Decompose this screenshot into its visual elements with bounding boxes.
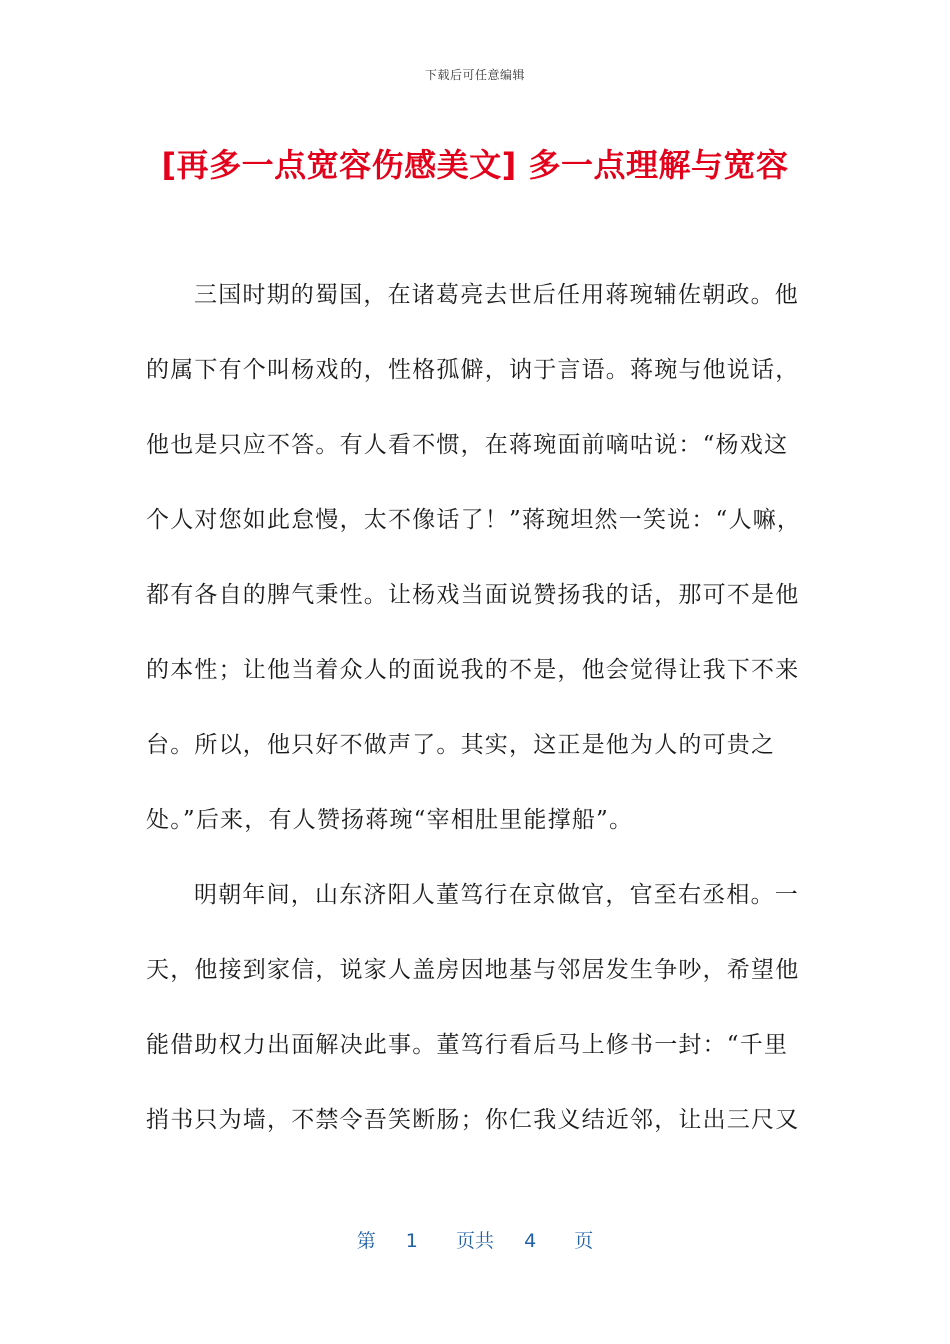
document-body (146, 258, 802, 1158)
paragraph-line: 都有各自的脾气秉性。让杨戏当面说赞扬我的话，那可不是他 (146, 582, 800, 608)
document-title: [再多一点宽容伤感美文] 多一点理解与宽容 (161, 146, 789, 184)
footer-middle: 页共 (455, 1230, 494, 1252)
paragraph-line: 三国时期的蜀国，在诸葛亮去世后任用蒋琬辅佐朝政。他 (194, 282, 799, 308)
footer-total-pages: 4 (524, 1230, 537, 1252)
footer-prefix: 第 (356, 1230, 376, 1252)
header-note: 下载后可任意编辑 (424, 68, 525, 82)
paragraph-line: 天，他接到家信，说家人盖房因地基与邻居发生争吵，希望他 (146, 957, 800, 983)
paragraph-line: 的本性；让他当着众人的面说我的不是，他会觉得让我下不来 (146, 657, 800, 683)
footer-page-number: 1 (405, 1230, 418, 1252)
footer-suffix: 页 (574, 1230, 594, 1252)
paragraph-line: 能借助权力出面解决此事。董笃行看后马上修书一封：“千里 (146, 1032, 789, 1058)
paragraph-line: 捎书只为墙，不禁令吾笑断肠；你仁我义结近邻，让出三尺又 (146, 1107, 800, 1133)
paragraph-line: 个人对您如此怠慢，太不像话了！”蒋琬坦然一笑说：“人嘛， (146, 507, 802, 533)
paragraph-line: 明朝年间，山东济阳人董笃行在京做官，官至右丞相。一 (194, 882, 799, 908)
paragraph-line: 的属下有个叫杨戏的，性格孤僻，讷于言语。蒋琬与他说话， (146, 357, 800, 383)
page-footer (0, 1226, 950, 1253)
paragraph-line: 他也是只应不答。有人看不惯，在蒋琬面前嘀咕说：“杨戏这 (146, 432, 789, 458)
paragraph-line: 台。所以，他只好不做声了。其实，这正是他为人的可贵之 (146, 732, 776, 758)
paragraph-line: 处。”后来，有人赞扬蒋琬“宰相肚里能撑船”。 (146, 807, 634, 833)
